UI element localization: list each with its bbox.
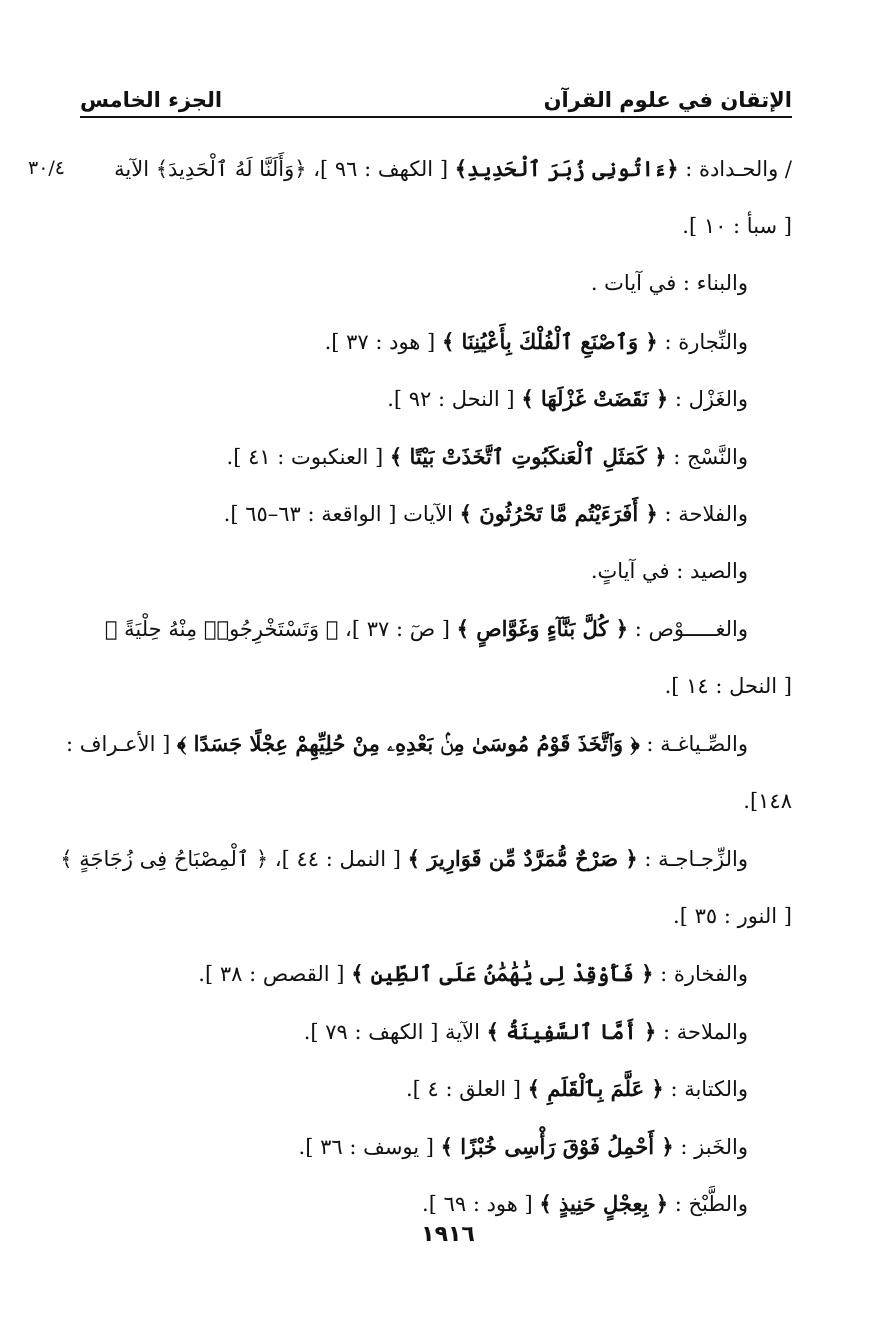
- quran-verse: ﴿ فَأَوْقِدْ لِى يَٰهَٰمَٰنُ عَلَى ٱلطِّينِ ﴾: [351, 961, 654, 986]
- quran-verse: ﴿ كُلَّ بَنَّآءٍ وَغَوَّاصٍ ﴾: [456, 616, 629, 641]
- text-line-16: [80, 1003, 792, 1061]
- text-line-5: [80, 370, 792, 428]
- text-line-3: [80, 255, 792, 313]
- verse-reference: [ سبأ : ١٠ ].: [682, 213, 792, 238]
- verse-reference: [ الأعـراف :: [65, 732, 171, 756]
- header-divider: [80, 116, 792, 118]
- text-line-13: [60, 830, 792, 888]
- verse-reference: [ الكهف : ٩٦ ]، ﴿وَأَلَنَّا لَهُ ٱلْحَدِيدَ﴾ الآية: [114, 157, 449, 181]
- quran-verse: ﴿ءَاتُونِى زُبَرَ ٱلْحَدِيدِ﴾: [454, 156, 679, 181]
- verse-reference: [ النحل : ١٤ ].: [664, 673, 792, 698]
- verse-reference: [ النحل : ٩٢ ].: [387, 387, 515, 411]
- text-line-6: [80, 428, 792, 486]
- verse-reference: [ صٓ : ٣٧ ]، ﴿ وَتَسْتَخْرِجُوا۟ مِنْهُ حِلْيَةً ﴾: [104, 617, 450, 641]
- quran-verse: ﴿ كَمَثَلِ ٱلْعَنكَبُوتِ ٱتَّخَذَتْ بَيْتًا ﴾: [389, 443, 667, 469]
- quran-verse: ﴿ أَمَّا ٱلسَّفِينَةُ ﴾: [486, 1018, 657, 1044]
- text-line-8: [80, 543, 792, 601]
- page-number: ١٩١٦: [421, 1222, 475, 1247]
- volume-label: الجزء الخامس: [80, 88, 223, 112]
- text-line-2: [80, 198, 792, 256]
- text-line-10: [80, 658, 792, 716]
- text-line-11: [65, 715, 792, 773]
- text-line-17: [80, 1060, 792, 1118]
- quran-verse: ﴿ أَفَرَءَيْتُم مَّا تَحْرُثُونَ ﴾: [459, 501, 658, 526]
- text-line-9: [80, 600, 792, 658]
- line-label: والطَّبْخ :: [674, 1192, 748, 1216]
- line-label: والخَبز :: [680, 1134, 748, 1159]
- verse-reference: [ العلق : ٤ ].: [406, 1077, 521, 1101]
- text-line-18: [80, 1118, 792, 1176]
- verse-reference: ١٤٨].: [743, 788, 792, 813]
- text-line-4: [80, 313, 792, 371]
- line-label: والفخارة :: [660, 962, 748, 986]
- line-label: والغـــــوْص :: [634, 617, 748, 641]
- line-label: والزِّجـاجـة :: [644, 847, 748, 871]
- quran-verse: ﴿ وَٱتَّخَذَ قَوْمُ مُوسَىٰ مِنۢ بَعْدِهِۦ مِنْ حُلِيِّهِمْ عِجْلًا جَسَدًا ﴾: [176, 731, 640, 756]
- running-header: [80, 72, 792, 112]
- line-label: والنَّسْج :: [673, 444, 748, 469]
- margin-reference: ٣٠/٤: [28, 157, 66, 179]
- text-line-7: [80, 485, 792, 543]
- line-label: والصيد :: [676, 558, 748, 583]
- text-line-14: [80, 888, 792, 946]
- text-line-1: [80, 140, 792, 198]
- verse-reference: [ العنكبوت : ٤١ ].: [226, 444, 384, 469]
- line-label: والكتابة :: [670, 1077, 748, 1101]
- quran-verse: ﴿ نَقَضَتْ غَزْلَهَا ﴾: [521, 386, 669, 411]
- quran-verse: ﴿ عَلَّمَ بِٱلْقَلَمِ ﴾: [527, 1076, 664, 1101]
- verse-reference: [ يوسف : ٣٦ ].: [298, 1134, 434, 1159]
- verse-reference: [ هود : ٣٧ ].: [324, 329, 436, 354]
- verse-reference: [ النور : ٣٥ ].: [673, 903, 792, 928]
- line-text: في آيات .: [590, 271, 677, 295]
- verse-reference: [ النمل : ٤٤ ]، ﴿ ٱلْمِصْبَاحُ فِى زُجَاجَةٍ ﴾: [60, 847, 401, 871]
- line-label: والفلاحة :: [664, 502, 748, 526]
- verse-reference: الآيات [ الواقعة : ٦٣–٦٥ ].: [223, 502, 453, 526]
- line-label: والغَزْل :: [674, 387, 748, 411]
- quran-verse: ﴿ صَرْحٌ مُّمَرَّدٌ مِّن قَوَارِيرَ ﴾: [407, 846, 638, 871]
- book-title: الإتقان في علوم القرآن: [543, 88, 792, 112]
- line-label: والصِّـياغـة :: [646, 732, 748, 756]
- verse-reference: الآية [ الكهف : ٧٩ ].: [303, 1019, 480, 1044]
- body-text: [60, 140, 792, 1233]
- text-line-12: [80, 773, 792, 831]
- line-label: والنِّجارة :: [664, 329, 748, 354]
- line-label: والملاحة :: [662, 1019, 748, 1044]
- text-line-15: [80, 945, 792, 1003]
- verse-reference: [ هود : ٦٩ ].: [422, 1192, 533, 1216]
- quran-verse: ﴿ بِعِجْلٍ حَنِيذٍ ﴾: [539, 1191, 669, 1216]
- verse-reference: [ القصص : ٣٨ ].: [198, 962, 345, 986]
- quran-verse: ﴿ أَحْمِلُ فَوْقَ رَأْسِى خُبْزًا ﴾: [440, 1133, 674, 1159]
- quran-verse: ﴿ وَٱصْنَعِ ٱلْفُلْكَ بِأَعْيُنِنَا ﴾: [441, 328, 658, 354]
- line-text: في آياتٍ.: [590, 558, 670, 583]
- line-label: / والحـدادة :: [685, 157, 792, 181]
- line-label: والبناء :: [682, 271, 748, 295]
